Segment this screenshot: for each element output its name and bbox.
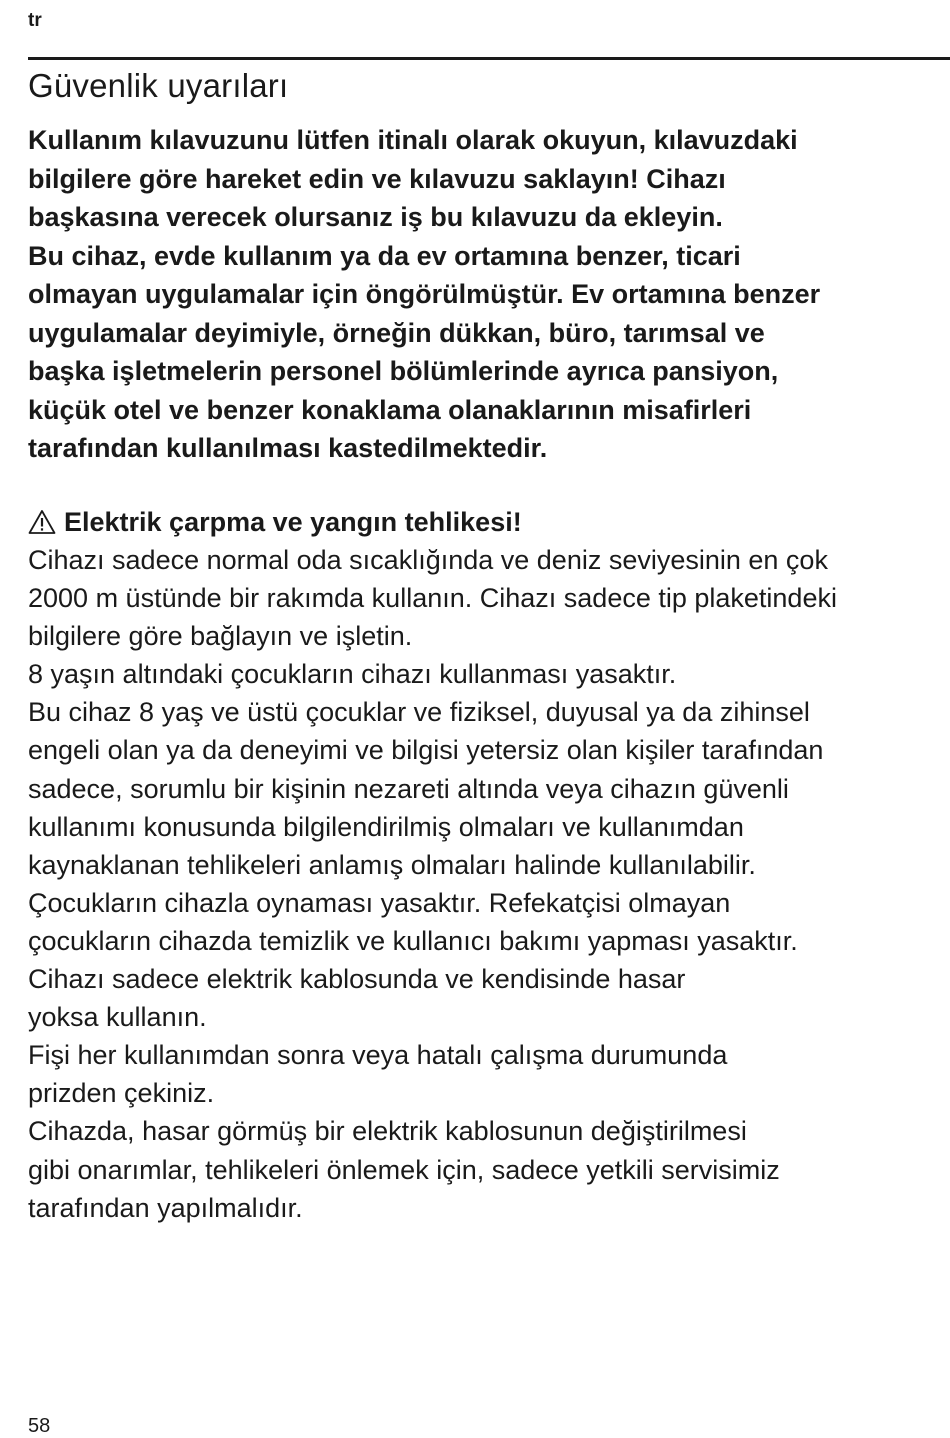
intro-line: başka işletmelerin personel bölümlerinde ayrıca pansiyon, <box>28 356 779 386</box>
body-line: Cihazı sadece normal oda sıcaklığında ve deniz seviyesinin en çok <box>28 545 828 575</box>
language-tag: tr <box>28 10 42 31</box>
body-line: sadece, sorumlu bir kişinin nezareti altında veya cihazın güvenli <box>28 773 789 804</box>
body-line: Fişi her kullanımdan sonra veya hatalı çalışma durumunda <box>28 1040 728 1071</box>
intro-line: bilgilere göre hareket edin ve kılavuzu saklayın! Cihazı <box>28 163 726 194</box>
warning-triangle-icon <box>28 509 56 535</box>
intro-line: tarafından kullanılması kastedilmektedir. <box>28 433 548 463</box>
body-line: engeli olan ya da deneyimi ve bilgisi yetersiz olan kişiler tarafından <box>28 735 824 766</box>
body-line: gibi onarımlar, tehlikeleri önlemek için, sadece yetkili servisimiz <box>28 1154 780 1185</box>
intro-line: başkasına verecek olursanız iş bu kılavuzu da ekleyin. <box>28 202 723 232</box>
body-line: Çocukların cihazla oynaması yasaktır. Refekatçisi olmayan <box>28 887 731 918</box>
body-line: prizden çekiniz. <box>28 1078 215 1109</box>
body-line: bilgilere göre bağlayın ve işletin. <box>28 621 413 652</box>
page-number: 58 <box>28 1415 51 1437</box>
body-line: Bu cihaz 8 yaş ve üstü çocuklar ve fiziksel, duyusal ya da zihinsel <box>28 697 810 728</box>
body-line: Cihazda, hasar görmüş bir elektrik kablosunun değiştirilmesi <box>28 1116 747 1147</box>
body-line: yoksa kullanın. <box>28 1002 207 1033</box>
intro-line: uygulamalar deyimiyle, örneğin dükkan, büro, tarımsal ve <box>28 317 765 348</box>
body-line: Cihazı sadece elektrik kablosunda ve kendisinde hasar <box>28 964 686 995</box>
warning-heading <box>28 503 522 541</box>
intro-paragraph <box>28 121 820 468</box>
body-line: kaynaklanan tehlikeleri anlamış olmaları halinde kullanılabilir. <box>28 849 756 880</box>
warning-heading-text: Elektrik çarpma ve yangın tehlikesi! <box>64 507 522 537</box>
body-line: 2000 m üstünde bir rakımda kullanın. Cihazı sadece tip plaketindeki <box>28 583 837 614</box>
page-title: Güvenlik uyarıları <box>28 67 289 104</box>
intro-line: Kullanım kılavuzunu lütfen itinalı olarak okuyun, kılavuzdaki <box>28 125 798 155</box>
body-line: çocukların cihazda temizlik ve kullanıcı bakımı yapması yasaktır. <box>28 925 798 956</box>
body-line: kullanımı konusunda bilgilendirilmiş olmaları ve kullanımdan <box>28 811 744 842</box>
intro-line: Bu cihaz, evde kullanım ya da ev ortamına benzer, ticari <box>28 240 741 271</box>
header-divider <box>28 57 950 60</box>
body-line: tarafından yapılmalıdır. <box>28 1192 303 1223</box>
intro-line: olmayan uygulamalar için öngörülmüştür. Ev ortamına benzer <box>28 279 821 309</box>
intro-line: küçük otel ve benzer konaklama olanaklarının misafirleri <box>28 394 752 425</box>
safety-body-text <box>28 541 837 1227</box>
body-line: 8 yaşın altındaki çocukların cihazı kullanması yasaktır. <box>28 659 677 690</box>
